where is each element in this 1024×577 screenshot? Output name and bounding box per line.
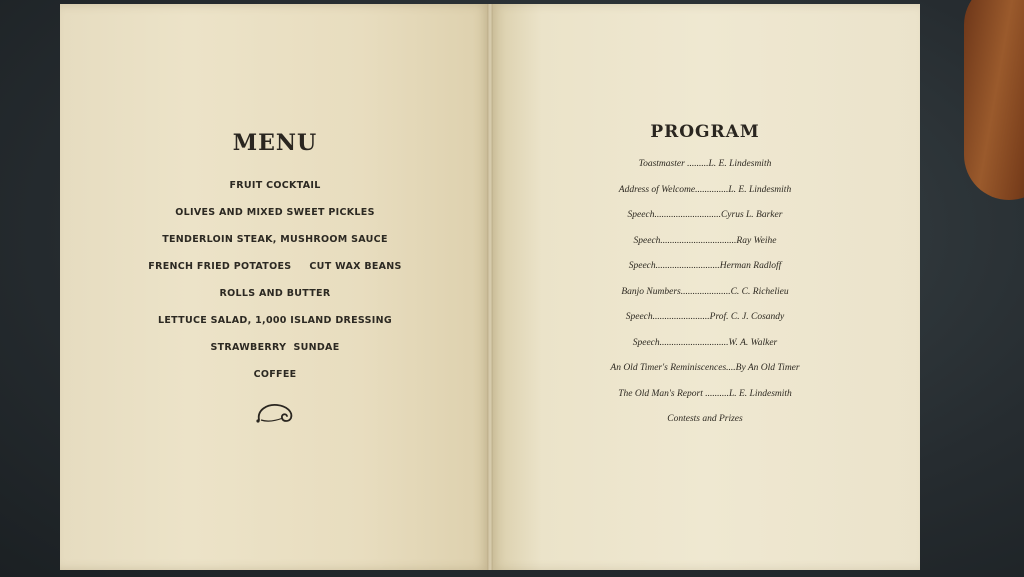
program-title: PROGRAM xyxy=(650,122,760,142)
program-item: Toastmaster .........L. E. Lindesmith xyxy=(638,159,772,169)
menu-item: ROLLS AND BUTTER xyxy=(219,288,331,299)
page-crease xyxy=(487,4,493,570)
menu-page xyxy=(60,4,490,570)
program-item: Address of Welcome..............L. E. Lindesmith xyxy=(618,184,792,195)
program-item: Banjo Numbers.....................C. C. Richelieu xyxy=(621,286,789,297)
booklet xyxy=(60,4,920,570)
program-list xyxy=(490,154,920,435)
program-item: Speech.............................W. A. Walker xyxy=(632,337,778,348)
menu-item: OLIVES AND MIXED SWEET PICKLES xyxy=(175,207,375,218)
wooden-object xyxy=(964,0,1024,200)
menu-item: FRENCH FRIED POTATOES CUT WAX BEANS xyxy=(148,261,402,272)
program-page xyxy=(490,4,920,570)
program-item: Speech................................Ray Weihe xyxy=(633,235,777,246)
program-item: Speech............................Cyrus L. Barker xyxy=(627,210,783,220)
program-item: The Old Man's Report ..........L. E. Lindesmith xyxy=(618,388,792,399)
menu-item: TENDERLOIN STEAK, MUSHROOM SAUCE xyxy=(162,234,388,245)
flourish-ornament-icon xyxy=(253,400,299,426)
program-item: Speech...........................Herman Radloff xyxy=(628,261,782,271)
menu-item: FRUIT COCKTAIL xyxy=(229,180,321,191)
program-item: Speech........................Prof. C. J. Cosandy xyxy=(625,312,785,322)
program-item: Contests and Prizes xyxy=(667,414,743,424)
menu-item: STRAWBERRY SUNDAE xyxy=(210,342,340,353)
menu-item: LETTUCE SALAD, 1,000 ISLAND DRESSING xyxy=(158,315,392,326)
menu-list xyxy=(60,176,490,392)
program-item: An Old Timer's Reminiscences....By An Old Timer xyxy=(610,363,800,373)
menu-title: MENU xyxy=(232,130,318,156)
menu-item: COFFEE xyxy=(253,369,297,380)
